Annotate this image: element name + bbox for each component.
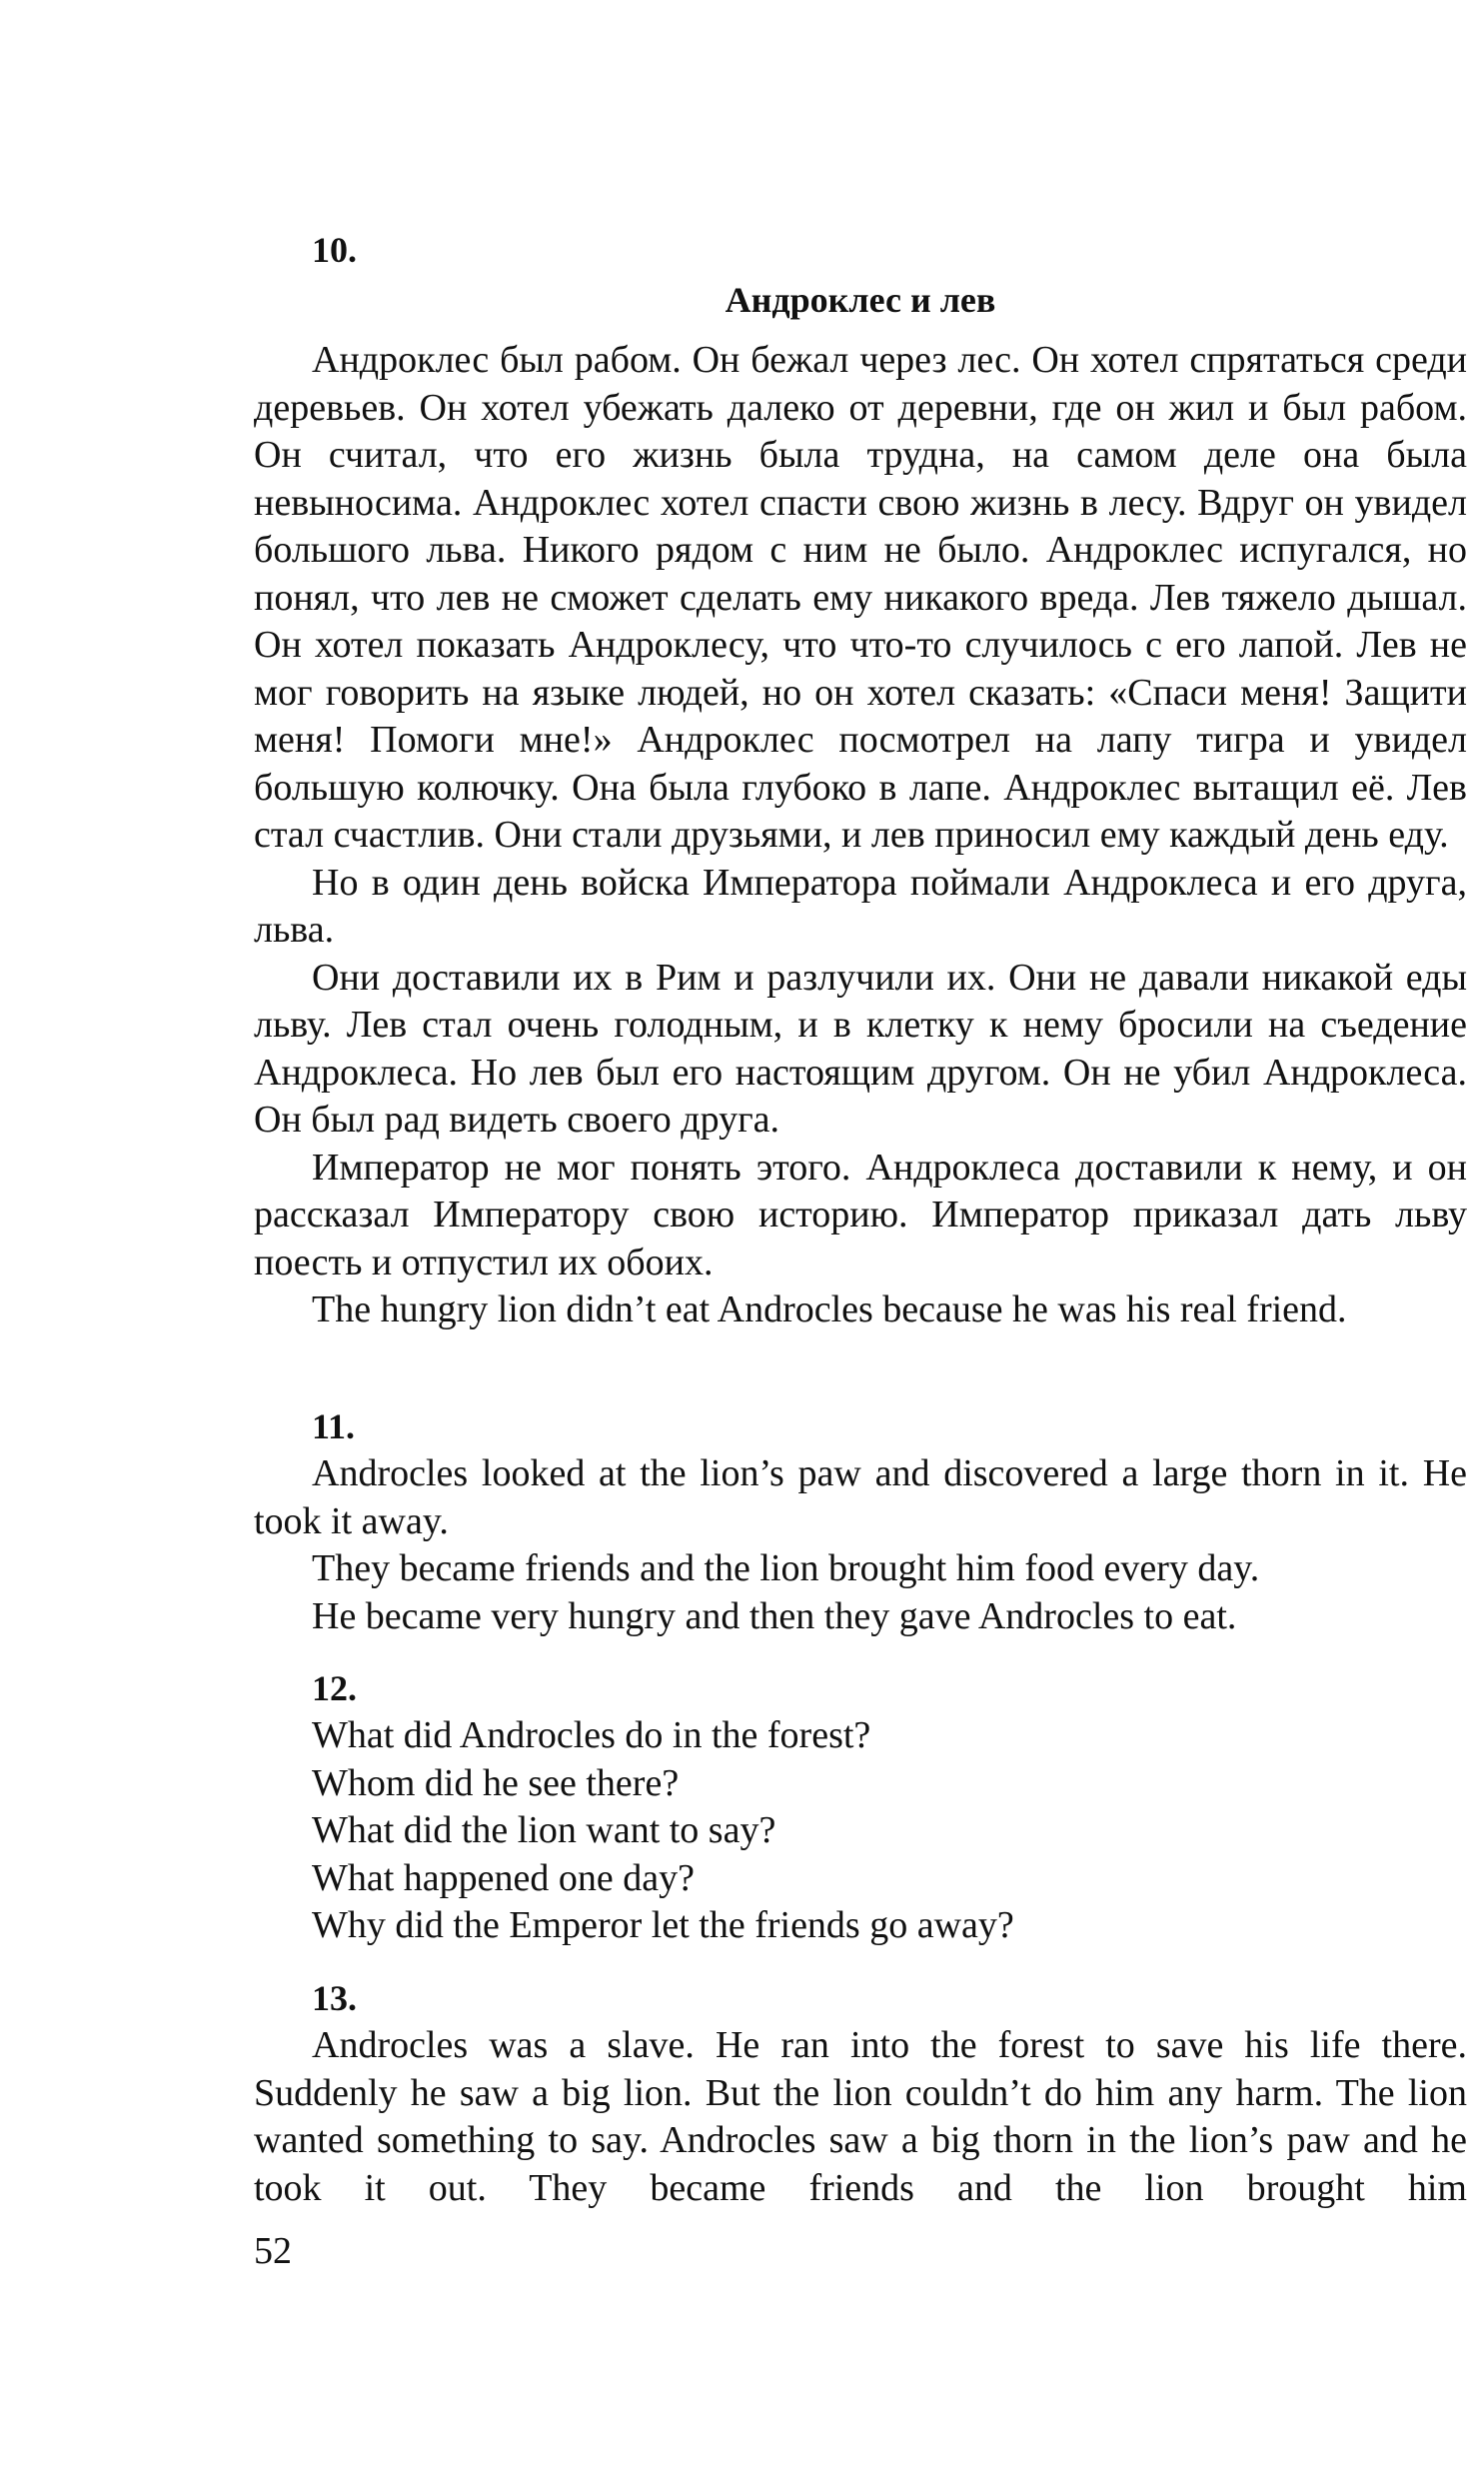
exercise-12 (254, 1664, 1467, 1950)
exercise-number: 12. (312, 1668, 357, 1708)
paragraph: Но в один день войска Императора поймали Андроклеса и его друга, льва. (254, 861, 1467, 951)
exercise-number: 11. (312, 1406, 356, 1446)
exercise-number: 13. (312, 1978, 357, 2018)
page-number: 52 (254, 2230, 292, 2272)
question: What happened one day? (312, 1856, 695, 1899)
paragraph: He became very hungry and then they gave Androcles to eat. (312, 1594, 1237, 1637)
exercise-10 (254, 226, 1467, 1334)
paragraph: Androcles was a slave. He ran into the forest to save his life there. Suddenly he saw a big lion. But the lion couldn’t do him any harm. The lion wanted something to say. Androcles saw a big thorn in the lion’s paw and he took it out. They became friends and the lion brought him (254, 2024, 1467, 2209)
paragraph: The hungry lion didn’t eat Androcles because he was his real friend. (312, 1288, 1347, 1330)
exercise-11 (254, 1402, 1467, 1640)
exercise-number: 10. (312, 230, 357, 270)
question: What did the lion want to say? (312, 1809, 776, 1851)
question: What did Androcles do in the forest? (312, 1714, 871, 1756)
book-page (254, 0, 1467, 2478)
story-title: Андроклес и лев (725, 280, 996, 320)
exercise-13 (254, 1974, 1467, 2212)
question: Whom did he see there? (312, 1761, 680, 1804)
paragraph: Они доставили их в Рим и разлучили их. Они не давали никакой еды льву. Лев стал очень голодным, и в клетку к нему бросили на съедение Андроклеса. Но лев был его настоящим другом. Он не убил Андроклеса. Он был рад видеть своего друга. (254, 956, 1467, 1141)
paragraph: They became friends and the lion brought him food every day. (312, 1547, 1260, 1589)
question: Why did the Emperor let the friends go away? (312, 1904, 1014, 1946)
paragraph: Androcles looked at the lion’s paw and discovered a large thorn in it. He took it away. (254, 1452, 1467, 1542)
paragraph: Император не мог понять этого. Андроклеса доставили к нему, и он рассказал Императору свою историю. Император приказал дать льву поесть и отпустил их обоих. (254, 1146, 1467, 1283)
paragraph: Андроклес был рабом. Он бежал через лес. Он хотел спрятаться среди деревьев. Он хотел убежать далеко от деревни, где он жил и был рабом. Он считал, что его жизнь была трудна, на самом деле она была невыносима. Андроклес хотел спасти свою жизнь в лесу. Вдруг он увидел большого льва. Никого рядом с ним не было. Андроклес испугался, но понял, что лев не сможет сделать ему никакого вреда. Лев тяжело дышал. Он хотел показать Андроклесу, что что-то случилось с его лапой. Лев не мог говорить на языке людей, но он хотел сказать: «Спаси меня! Защити меня! Помоги мне!» Андроклес посмотрел на лапу тигра и увидел большую колючку. Она была глубоко в лапе. Андроклес вытащил её. Лев стал счастлив. Они стали друзьями, и лев приносил ему каждый день еду. (254, 339, 1467, 856)
